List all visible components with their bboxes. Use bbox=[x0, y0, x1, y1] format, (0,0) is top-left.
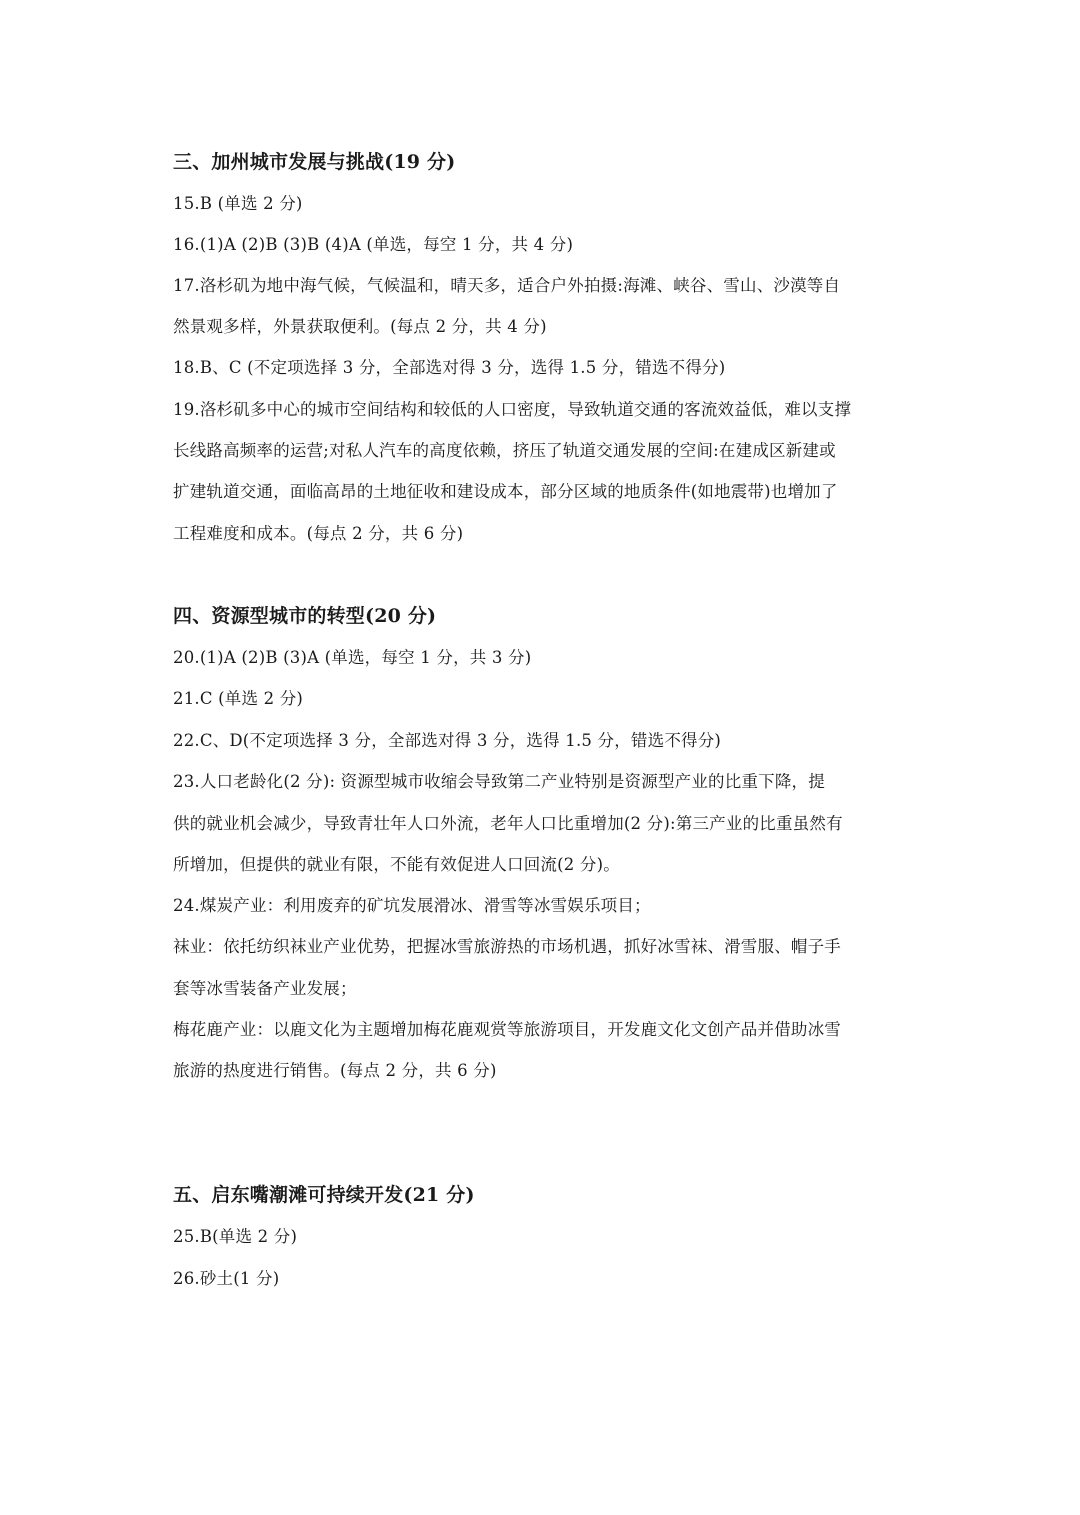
answer-line: 供的就业机会减少，导致青壮年人口外流，老年人口比重增加(2 分):第三产业的比重虽然有 bbox=[173, 814, 843, 833]
answer-line: 套等冰雪装备产业发展； bbox=[173, 979, 357, 998]
answer-line: 然景观多样，外景获取便利。(每点 2 分，共 4 分) bbox=[173, 317, 547, 336]
answer-line: 18.B、C (不定项选择 3 分，全部选对得 3 分，选得 1.5 分，错选不得分) bbox=[173, 358, 726, 377]
answer-line: 工程难度和成本。(每点 2 分，共 6 分) bbox=[173, 524, 464, 543]
answer-line: 梅花鹿产业：以鹿文化为主题增加梅花鹿观赏等旅游项目，开发鹿文化文创产品并借助冰雪 bbox=[173, 1020, 841, 1039]
answer-line: 21.C (单选 2 分) bbox=[173, 689, 304, 708]
section-4-heading: 四、资源型城市的转型(20 分) bbox=[173, 605, 437, 627]
section-5-heading: 五、启东嘴潮滩可持续开发(21 分) bbox=[173, 1184, 475, 1206]
answer-line: 24.煤炭产业：利用废弃的矿坑发展滑冰、滑雪等冰雪娱乐项目； bbox=[173, 896, 651, 915]
answer-line: 19.洛杉矶多中心的城市空间结构和较低的人口密度，导致轨道交通的客流效益低，难以支撑 bbox=[173, 400, 852, 419]
section-3-heading: 三、加州城市发展与挑战(19 分) bbox=[173, 151, 456, 173]
answer-line: 16.(1)A (2)B (3)B (4)A (单选，每空 1 分，共 4 分) bbox=[173, 235, 574, 254]
answer-line: 袜业：依托纺织袜业产业优势，把握冰雪旅游热的市场机遇，抓好冰雪袜、滑雪服、帽子手 bbox=[173, 937, 841, 956]
answer-line: 22.C、D(不定项选择 3 分，全部选对得 3 分，选得 1.5 分，错选不得分) bbox=[173, 731, 722, 750]
answer-line: 15.B (单选 2 分) bbox=[173, 194, 303, 213]
answer-line: 17.洛杉矶为地中海气候，气候温和，晴天多，适合户外拍摄:海滩、峡谷、雪山、沙漠等自 bbox=[173, 276, 841, 295]
answer-line: 23.人口老龄化(2 分): 资源型城市收缩会导致第二产业特别是资源型产业的比重下降，提 bbox=[173, 772, 825, 791]
answer-line: 20.(1)A (2)B (3)A (单选，每空 1 分，共 3 分) bbox=[173, 648, 532, 667]
answer-line: 26.砂土(1 分) bbox=[173, 1269, 280, 1288]
answer-line: 长线路高频率的运营;对私人汽车的高度依赖，挤压了轨道交通发展的空间:在建成区新建或 bbox=[173, 441, 836, 460]
answer-line: 25.B(单选 2 分) bbox=[173, 1227, 298, 1246]
answer-line: 扩建轨道交通，面临高昂的土地征收和建设成本，部分区域的地质条件(如地震带)也增加了 bbox=[173, 482, 838, 501]
answer-line: 所增加，但提供的就业有限，不能有效促进人口回流(2 分)。 bbox=[173, 855, 620, 874]
answer-line: 旅游的热度进行销售。(每点 2 分，共 6 分) bbox=[173, 1061, 497, 1080]
